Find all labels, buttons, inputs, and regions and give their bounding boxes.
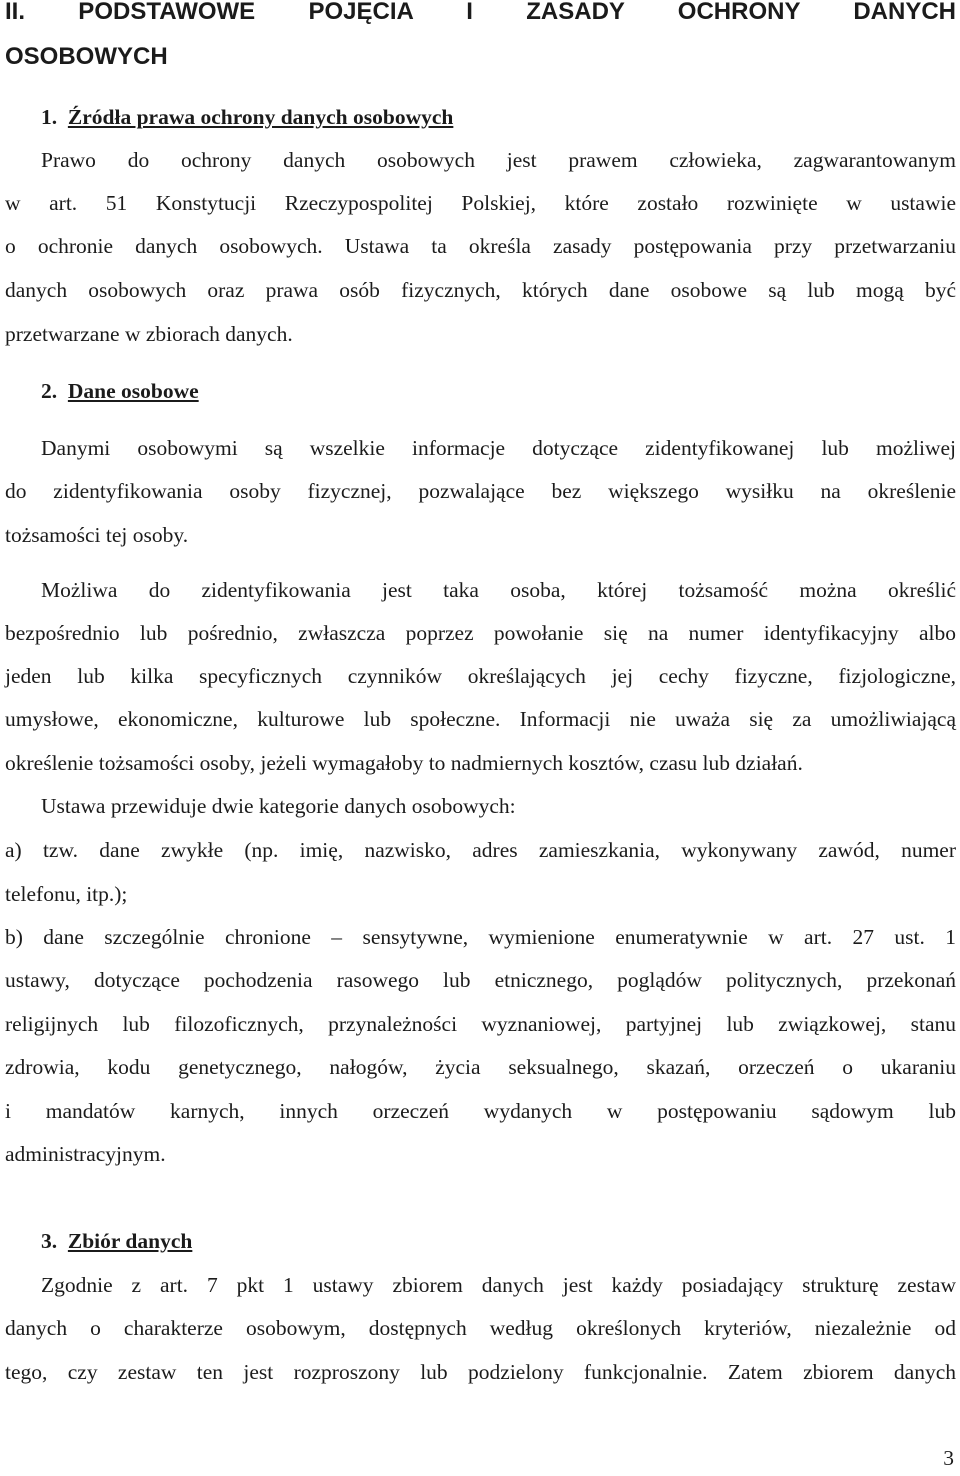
- paragraph-line: do zidentyfikowania osoby fizycznej, pozwalające bez większego wysiłku na określenie: [5, 479, 956, 503]
- paragraph-line: Możliwa do zidentyfikowania jest taka osoba, której tożsamość można określić: [41, 578, 956, 602]
- section-3-heading: [41, 1227, 960, 1255]
- paragraph-line: określenie tożsamości osoby, jeżeli wymagałoby to nadmiernych kosztów, czasu lub działań.: [5, 751, 803, 775]
- section-number: 2.: [41, 379, 58, 403]
- section-title: Dane osobowe: [67, 379, 199, 403]
- chapter-heading-line-2: OSOBOWYCH: [5, 43, 168, 70]
- paragraph-line: Ustawa przewiduje dwie kategorie danych osobowych:: [41, 794, 516, 818]
- paragraph-line: Prawo do ochrony danych osobowych jest prawem człowieka, zagwarantowanym: [41, 148, 956, 172]
- list-item-line: i mandatów karnych, innych orzeczeń wydanych w postępowaniu sądowym lub: [5, 1099, 956, 1123]
- list-item-line: administracyjnym.: [5, 1142, 166, 1166]
- section-title: Zbiór danych: [67, 1229, 193, 1253]
- paragraph-line: przetwarzane w zbiorach danych.: [5, 322, 293, 346]
- list-item-line: telefonu, itp.);: [5, 882, 128, 906]
- list-item-line: zdrowia, kodu genetycznego, nałogów, życia seksualnego, skazań, orzeczeń o ukaraniu: [5, 1055, 956, 1079]
- section-1-heading: [41, 103, 960, 131]
- list-item-line: religijnych lub filozoficznych, przynależności wyznaniowej, partyjnej lub związkowej, stanu: [5, 1012, 956, 1036]
- list-item-line: a) tzw. dane zwykłe (np. imię, nazwisko, adres zamieszkania, wykonywany zawód, numer: [5, 838, 956, 862]
- section-title: Źródła prawa ochrony danych osobowych: [67, 105, 454, 129]
- section-2-heading: [41, 377, 960, 405]
- paragraph-line: Zgodnie z art. 7 pkt 1 ustawy zbiorem danych jest każdy posiadający strukturę zestaw: [41, 1273, 956, 1297]
- page-number: 3: [943, 1446, 954, 1470]
- paragraph-line: umysłowe, ekonomiczne, kulturowe lub społeczne. Informacji nie uważa się za umożliwiającą: [5, 707, 956, 731]
- paragraph-line: danych osobowych oraz prawa osób fizycznych, których dane osobowe są lub mogą być: [5, 278, 956, 302]
- section-number: 3.: [41, 1229, 58, 1253]
- list-item-line: b) dane szczególnie chronione – sensytywne, wymienione enumeratywnie w art. 27 ust. 1: [5, 925, 956, 949]
- paragraph-line: w art. 51 Konstytucji Rzeczypospolitej Polskiej, które zostało rozwinięte w ustawie: [5, 191, 956, 215]
- list-item-line: ustawy, dotyczące pochodzenia rasowego lub etnicznego, poglądów politycznych, przekonań: [5, 968, 956, 992]
- paragraph-line: tego, czy zestaw ten jest rozproszony lub podzielony funkcjonalnie. Zatem zbiorem danych: [5, 1360, 956, 1384]
- chapter-heading-line-1: II. PODSTAWOWE POJĘCIA I ZASADY OCHRONY DANYCH: [5, 0, 956, 25]
- section-number: 1.: [41, 105, 58, 129]
- paragraph-line: danych o charakterze osobowym, dostępnych według określonych kryteriów, niezależnie od: [5, 1316, 956, 1340]
- paragraph-line: o ochronie danych osobowych. Ustawa ta określa zasady postępowania przy przetwarzaniu: [5, 234, 956, 258]
- paragraph-line: Danymi osobowymi są wszelkie informacje dotyczące zidentyfikowanej lub możliwej: [41, 436, 956, 460]
- paragraph-line: jeden lub kilka specyficznych czynników określających jej cechy fizyczne, fizjologiczne,: [5, 664, 956, 688]
- paragraph-line: tożsamości tej osoby.: [5, 523, 189, 547]
- paragraph-line: bezpośrednio lub pośrednio, zwłaszcza poprzez powołanie się na numer identyfikacyjny albo: [5, 621, 956, 645]
